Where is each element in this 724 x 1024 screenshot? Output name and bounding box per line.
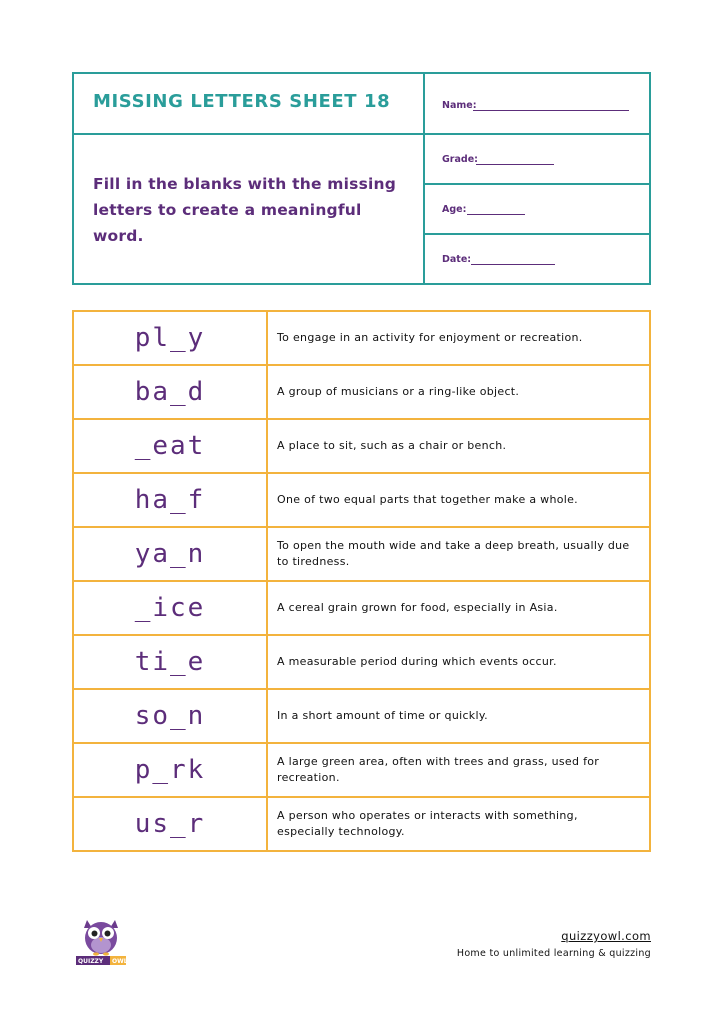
header-left-column [74, 74, 425, 283]
date-blank-line[interactable] [471, 264, 555, 265]
table-row [73, 743, 650, 797]
worksheet-header [72, 72, 651, 285]
table-row [73, 419, 650, 473]
name-blank-line[interactable] [473, 110, 629, 111]
word-definition: A group of musicians or a ring-like object. [267, 365, 650, 419]
worksheet-title: MISSING LETTERS SHEET 18 [93, 91, 391, 112]
grade-blank-line[interactable] [476, 164, 554, 165]
site-tagline: Home to unlimited learning & quizzing [456, 948, 651, 959]
word-definition: A measurable period during which events occur. [267, 635, 650, 689]
missing-letter-word: _eat [73, 419, 267, 473]
grade-field[interactable] [425, 135, 649, 185]
missing-letters-table [72, 310, 651, 852]
word-definition: One of two equal parts that together make a whole. [267, 473, 650, 527]
missing-letter-word: ti_e [73, 635, 267, 689]
title-cell [74, 74, 423, 135]
instructions-text: Fill in the blanks with the missing letters to create a meaningful word. [93, 175, 397, 245]
student-info-fields [425, 74, 649, 283]
missing-letter-word: pl_y [73, 311, 267, 365]
table-row [73, 635, 650, 689]
table-row [73, 365, 650, 419]
word-definition: A cereal grain grown for food, especially in Asia. [267, 581, 650, 635]
table-row [73, 311, 650, 365]
name-label: Name: [442, 100, 477, 111]
table-row [73, 473, 650, 527]
age-field[interactable] [425, 185, 649, 235]
missing-letter-word: so_n [73, 689, 267, 743]
owl-icon [76, 914, 126, 966]
table-row [73, 581, 650, 635]
date-label: Date: [442, 254, 472, 265]
grade-label: Grade: [442, 154, 478, 165]
word-definition: To engage in an activity for enjoyment or recreation. [267, 311, 650, 365]
name-field[interactable] [425, 74, 649, 135]
logo-wordmark-quizzy: QUIZZY [78, 958, 104, 965]
age-label: Age: [442, 204, 467, 215]
word-definition: A person who operates or interacts with something, especially technology. [267, 797, 650, 851]
missing-letter-word: us_r [73, 797, 267, 851]
word-definition: A place to sit, such as a chair or bench. [267, 419, 650, 473]
date-field[interactable] [425, 235, 649, 283]
site-link[interactable]: quizzyowl.com [561, 929, 651, 943]
missing-letter-word: p_rk [73, 743, 267, 797]
missing-letter-word: _ice [73, 581, 267, 635]
table-row [73, 527, 650, 581]
missing-letter-word: ya_n [73, 527, 267, 581]
age-blank-line[interactable] [467, 214, 525, 215]
missing-letter-word: ba_d [73, 365, 267, 419]
missing-letter-word: ha_f [73, 473, 267, 527]
table-row [73, 797, 650, 851]
word-definition: A large green area, often with trees and grass, used for recreation. [267, 743, 650, 797]
table-row [73, 689, 650, 743]
logo-wordmark-owl: OWL [112, 958, 126, 965]
word-definition: In a short amount of time or quickly. [267, 689, 650, 743]
word-definition: To open the mouth wide and take a deep breath, usually due to tiredness. [267, 527, 650, 581]
